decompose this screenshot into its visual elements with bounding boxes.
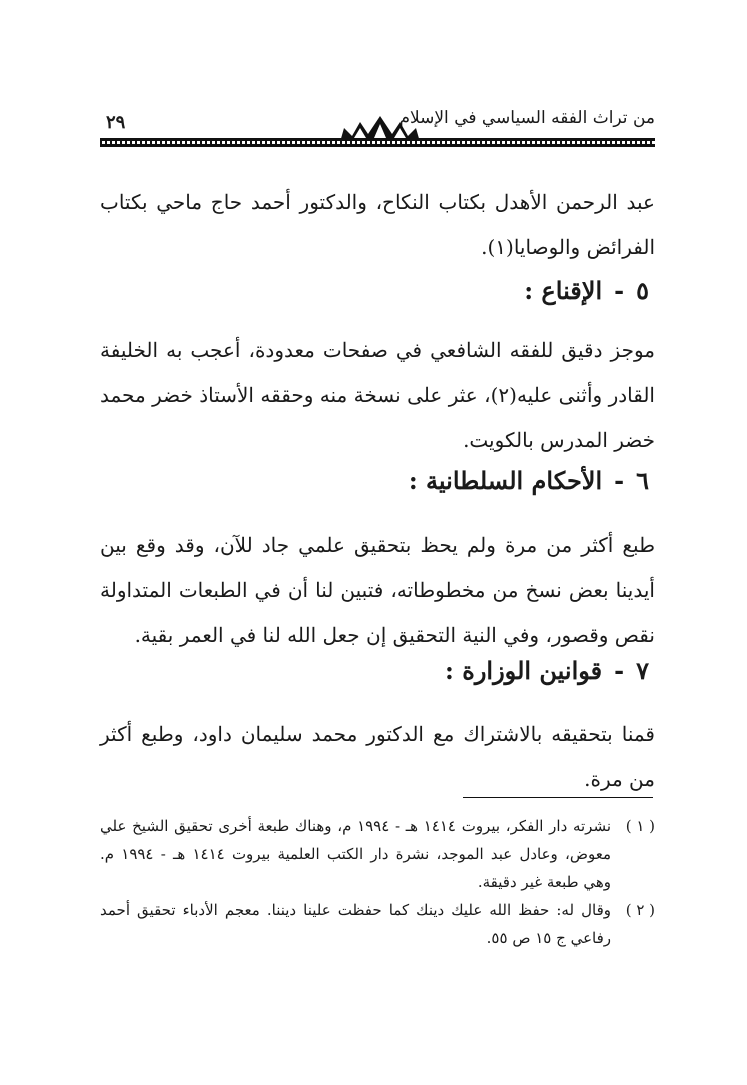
footnote bbox=[100, 896, 655, 952]
heading-title: قوانين الوزارة : bbox=[445, 656, 603, 685]
heading-iqna: ٥-الإقناع : bbox=[524, 276, 649, 305]
paragraph-qawanin: قمنا بتحقيقه بالاشتراك مع الدكتور محمد سليمان داود، وطبع أكثر من مرة. bbox=[100, 722, 655, 791]
heading-number: ٦ bbox=[636, 466, 649, 495]
paragraph-ahkam: طبع أكثر من مرة ولم يحظ بتحقيق علمي جاد للآن، وقد وقع بين أيدينا بعض نسخ من مخطوطاته، فتبين لنا أن في الطبعات المتداولة نقص وقصور، وفي النية التحقيق إن جعل الله لنا في العمر بقية. bbox=[100, 533, 655, 647]
header-title: من تراث الفقه السياسي في الإسلام bbox=[399, 108, 655, 128]
heading-number: ٧ bbox=[636, 656, 649, 685]
heading-title: الأحكام السلطانية : bbox=[408, 466, 603, 495]
header-rule bbox=[100, 138, 655, 147]
heading-title: الإقناع : bbox=[524, 276, 603, 305]
page-number: ٢٩ bbox=[106, 112, 126, 133]
heading-ahkam: ٦-الأحكام السلطانية : bbox=[408, 466, 649, 495]
footnote-number: ( ١ ) bbox=[625, 817, 655, 835]
footnote-text: نشرته دار الفكر، بيروت ١٤١٤ هـ - ١٩٩٤ م، وهناك طبعة أخرى تحقيق الشيخ علي معوض، وعادل عبد الموجد، نشرة دار الكتب العلمية بيروت ١٤١٤ هـ - ١٩٩٤ م. وهي طبعة غير دقيقة. bbox=[100, 817, 611, 891]
footnote bbox=[100, 812, 655, 896]
footnotes bbox=[100, 812, 655, 952]
heading-qawanin: ٧-قوانين الوزارة : bbox=[445, 656, 649, 685]
footnote-separator bbox=[463, 797, 653, 798]
footnote-text: وقال له: حفظ الله عليك دينك كما حفظت علينا ديننا. معجم الأدباء تحقيق أحمد رفاعي ج ١٥ ص ٥٥. bbox=[100, 901, 611, 947]
paragraph-intro: عبد الرحمن الأهدل بكتاب النكاح، والدكتور أحمد حاج ماحي بكتاب الفرائض والوصايا(١). bbox=[100, 190, 655, 259]
heading-number: ٥ bbox=[636, 276, 649, 305]
paragraph-iqna: موجز دقيق للفقه الشافعي في صفحات معدودة، أعجب به الخليفة القادر وأثنى عليه(٢)، عثر على نسخة منه وحققه الأستاذ خضر محمد خضر المدرس بالكويت. bbox=[100, 338, 655, 452]
footnote-number: ( ٢ ) bbox=[625, 901, 655, 919]
running-header bbox=[100, 108, 655, 148]
